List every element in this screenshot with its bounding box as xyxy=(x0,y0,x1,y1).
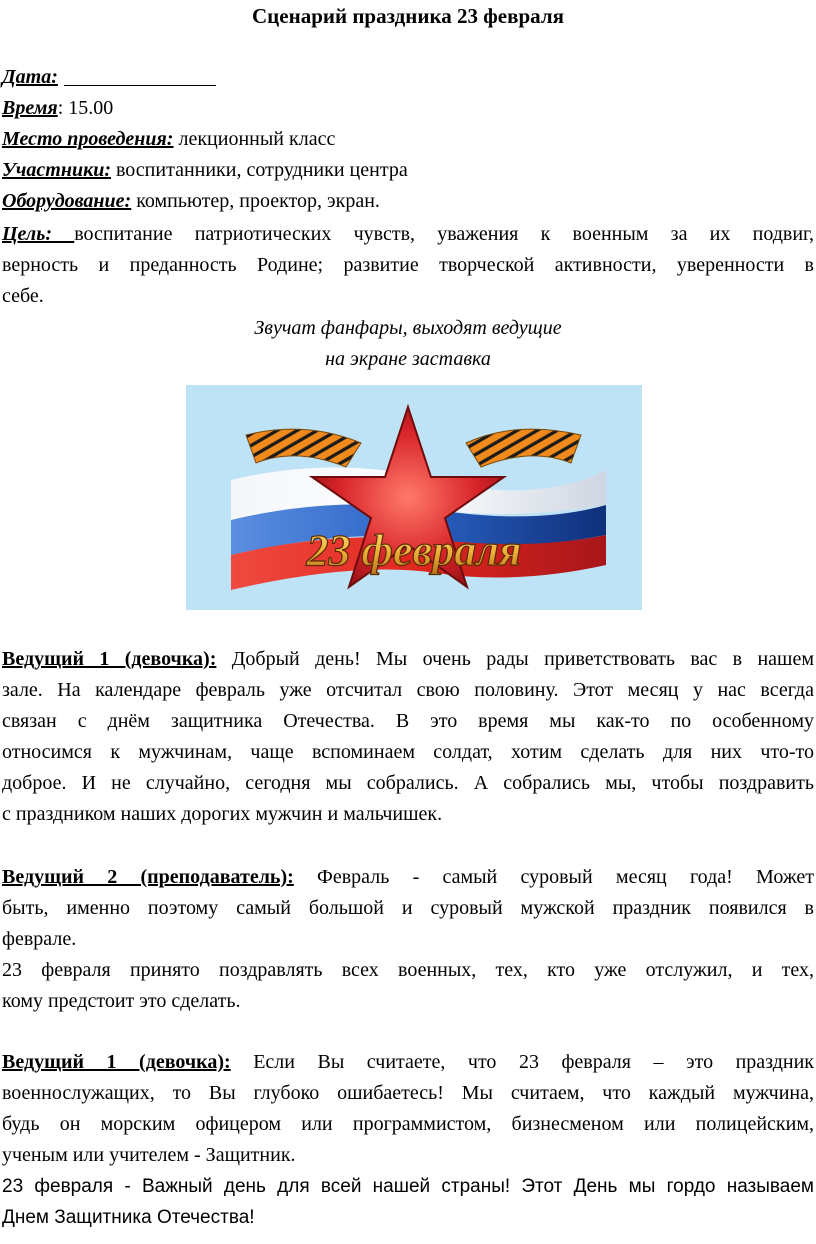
speech-1-line-1 xyxy=(2,644,814,675)
speech-3-line-4: ученым или учителем - Защитник. xyxy=(2,1144,296,1166)
stage-direction-1: Звучат фанфары, выходят ведущие xyxy=(254,317,562,339)
speech-paragraph-1 xyxy=(2,644,814,830)
time-label: Время xyxy=(2,97,58,119)
speaker-1-label: Ведущий 1 (девочка): xyxy=(2,648,217,670)
speech-2-line-4: 23 февраля принято поздравлять всех военных, тех, кто уже отслужил, и тех, xyxy=(2,959,814,981)
speech-2-text-1: Февраль - самый суровый месяц года! Может xyxy=(293,866,814,888)
date-line xyxy=(2,62,814,93)
date-label: Дата: xyxy=(2,66,58,88)
time-line xyxy=(2,93,814,124)
place-line xyxy=(2,124,814,155)
speech-1-line-3: связан с днём защитника Отечества. В это время мы как-то по особенному xyxy=(2,710,814,732)
goal-line-2: верность и преданность Родине; развитие творческой активности, уверенности в xyxy=(2,254,814,276)
stage-direction-2: на экране заставка xyxy=(325,348,491,370)
time-value: : 15.00 xyxy=(57,97,114,119)
speech-1-line-6: с праздником наших дорогих мужчин и мальчишек. xyxy=(2,803,443,825)
equipment-value: компьютер, проектор, экран. xyxy=(131,190,380,212)
banner-text: 23 февраля xyxy=(306,526,522,575)
speech-2-line-2: быть, именно поэтому самый большой и суровый мужской праздник появился в xyxy=(2,897,814,919)
speaker-3-label: Ведущий 1 (девочка): xyxy=(2,1051,231,1073)
speech-paragraph-2 xyxy=(2,862,814,1017)
speech-2-line-1 xyxy=(2,862,814,893)
place-value: лекционный класс xyxy=(173,128,336,150)
speech-1-line-4: относимся к мужчинам, чаще вспоминаем солдат, хотим сделать для них что-то xyxy=(2,741,814,763)
speech-3-line-3: будь он морским офицером или программистом, бизнесменом или полицейским, xyxy=(2,1113,814,1135)
speech-2-line-3: феврале. xyxy=(2,928,77,950)
speech-paragraph-3 xyxy=(2,1047,814,1233)
speech-3-line-2: военнослужащих, то Вы глубоко ошибаетесь! Мы считаем, что каждый мужчина, xyxy=(2,1082,814,1104)
speech-3-line-6: Днем Защитника Отечества! xyxy=(2,1207,255,1228)
equipment-label: Оборудование: xyxy=(2,190,132,212)
holiday-banner-image xyxy=(186,385,642,610)
goal-label: Цель: xyxy=(2,223,75,245)
goal-line-1 xyxy=(2,219,814,250)
speech-1-text-1: Добрый день! Мы очень рады приветствовать вас в нашем xyxy=(216,648,814,670)
participants-label: Участники: xyxy=(2,159,111,181)
speaker-2-label: Ведущий 2 (преподаватель): xyxy=(2,866,294,888)
speech-3-line-5: 23 февраля - Важный день для всей нашей страны! Этот День мы гордо называем xyxy=(2,1176,814,1197)
speech-3-line-1 xyxy=(2,1047,814,1078)
goal-line-3: себе. xyxy=(2,285,44,307)
participants-line xyxy=(2,155,814,186)
goal-text-1: воспитание патриотических чувств, уважения к военным за их подвиг, xyxy=(74,223,815,245)
page-title: Сценарий праздника 23 февраля xyxy=(252,4,564,28)
speech-1-line-2: зале. На календаре февраль уже отсчитал свою половину. Этот месяц у нас всегда xyxy=(2,679,814,701)
speech-2-line-5: кому предстоит это сделать. xyxy=(2,990,241,1012)
date-blank xyxy=(64,65,216,86)
equipment-line xyxy=(2,186,814,217)
place-label: Место проведения: xyxy=(2,128,174,150)
participants-value: воспитанники, сотрудники центра xyxy=(111,159,408,181)
speech-1-line-5: доброе. И не случайно, сегодня мы собрались. А собрались мы, чтобы поздравить xyxy=(2,772,814,794)
speech-3-text-1: Если Вы считаете, что 23 февраля – это праздник xyxy=(230,1051,814,1073)
